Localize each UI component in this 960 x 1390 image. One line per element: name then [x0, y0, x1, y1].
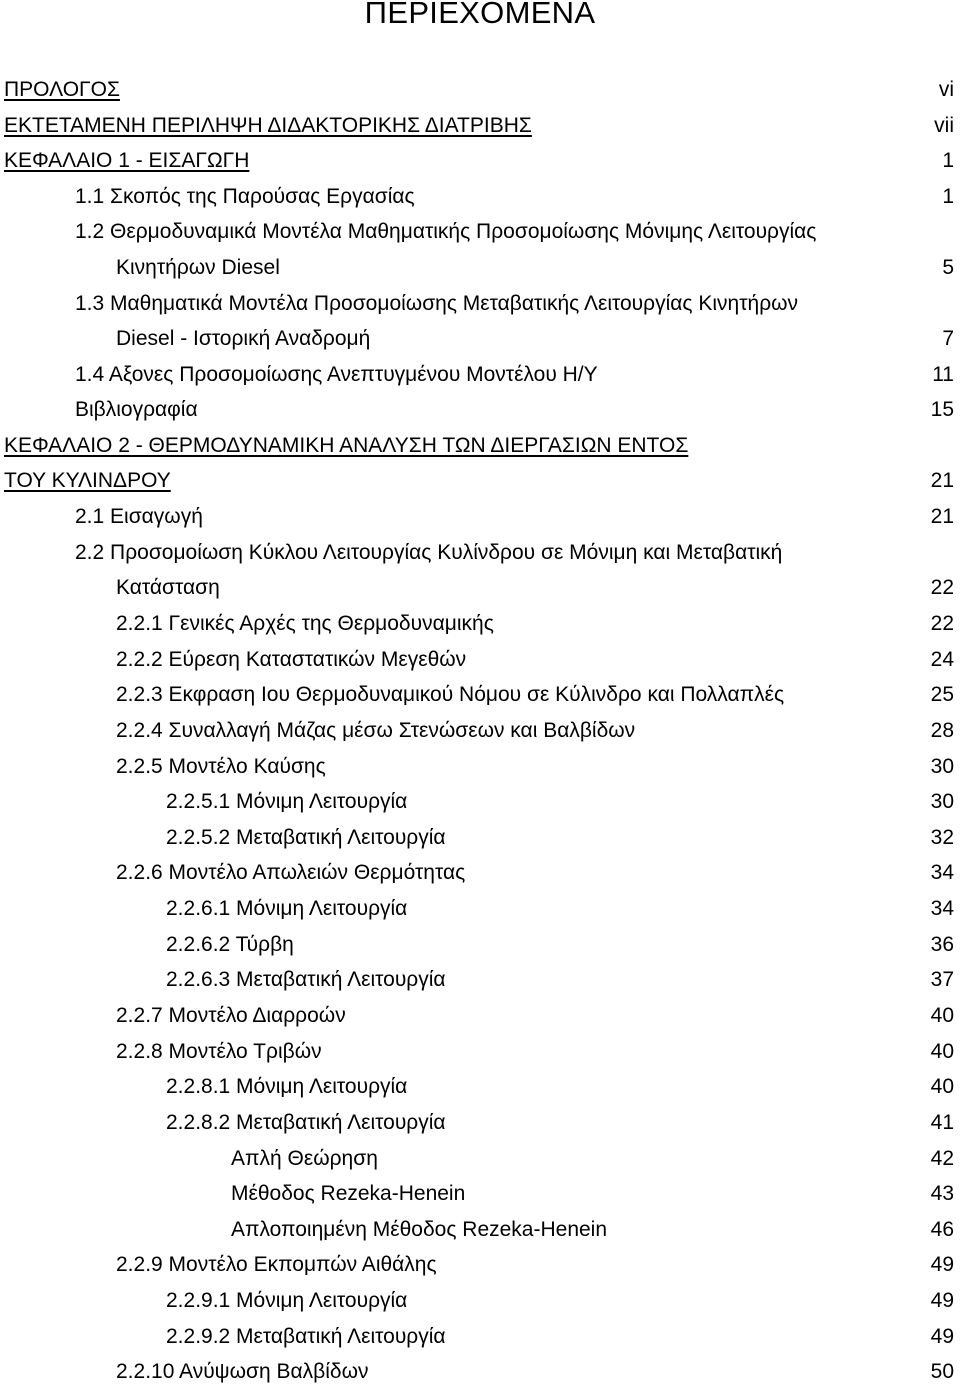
- toc-entry[interactable]: [0, 1143, 958, 1175]
- toc-entry-label[interactable]: 2.2.1 Γενικές Αρχές της Θερμοδυναμικής: [116, 612, 494, 635]
- toc-entry-label[interactable]: 2.2.3 Εκφραση Ιου Θερμοδυναμικού Νόμου σε Κύλινδρο και Πολλαπλές: [116, 683, 785, 706]
- toc-entry-label[interactable]: 2.2.5.2 Μεταβατική Λειτουργία: [166, 826, 446, 849]
- toc-entry-label[interactable]: 1.1 Σκοπός της Παρούσας Εργασίας: [75, 185, 415, 208]
- toc-entry-page: 32: [930, 826, 954, 849]
- toc-entry-label[interactable]: 1.2 Θερμοδυναμικά Μοντέλα Μαθηματικής Προσομοίωσης Μόνιμης Λειτουργίας: [75, 220, 817, 243]
- toc-entry-label[interactable]: 2.2.9 Μοντέλο Εκπομπών Αιθάλης: [116, 1253, 437, 1276]
- toc-entry-chapter-2[interactable]: [0, 430, 958, 462]
- toc-entry-label[interactable]: ΚΕΦΑΛΑΙΟ 2 - ΘΕΡΜΟΔΥΝΑΜΙΚΗ ΑΝΑΛΥΣΗ ΤΩΝ ΔΙΕΡΓΑΣΙΩΝ ΕΝΤΟΣ: [4, 434, 689, 457]
- toc-entry-page: 28: [930, 719, 954, 742]
- toc-entry-page: 40: [930, 1075, 954, 1098]
- toc-entry-label[interactable]: Βιβλιογραφία: [75, 398, 198, 421]
- toc-entry[interactable]: [0, 1321, 958, 1353]
- toc-entry-page: 49: [930, 1325, 954, 1348]
- toc-entry-page: 50: [930, 1360, 954, 1383]
- toc-entry[interactable]: [0, 644, 958, 676]
- toc-entry-label[interactable]: 2.2.6.1 Μόνιμη Λειτουργία: [166, 897, 408, 920]
- toc-entry-page: 43: [930, 1182, 954, 1205]
- toc-entry[interactable]: [0, 1036, 958, 1068]
- toc-entry-label[interactable]: Κινητήρων Diesel: [116, 256, 280, 279]
- toc-entry-page: 25: [930, 683, 954, 706]
- toc-entry-continuation[interactable]: [0, 572, 958, 604]
- toc-entry-label[interactable]: 2.2.2 Εύρεση Καταστατικών Μεγεθών: [116, 648, 467, 671]
- toc-entry[interactable]: [0, 216, 958, 248]
- toc-entry-label[interactable]: Κατάσταση: [116, 576, 220, 599]
- toc-entry-label[interactable]: 2.2.10 Ανύψωση Βαλβίδων: [116, 1360, 369, 1383]
- toc-entry-label[interactable]: 2.2 Προσομοίωση Κύκλου Λειτουργίας Κυλίνδρου σε Μόνιμη και Μεταβατική: [75, 541, 783, 564]
- toc-entry-page: 21: [930, 505, 954, 528]
- toc-entry[interactable]: [0, 1214, 958, 1246]
- toc-entry-prologue[interactable]: [0, 74, 958, 106]
- toc-entry-page: vii: [934, 114, 954, 137]
- toc-entry-label[interactable]: ΤΟΥ ΚΥΛΙΝΔΡΟΥ: [4, 469, 171, 492]
- toc-entry-page: 5: [942, 256, 954, 279]
- toc-entry[interactable]: [0, 394, 958, 426]
- toc-entry[interactable]: [0, 751, 958, 783]
- toc-entry[interactable]: [0, 181, 958, 213]
- toc-entry-page: 11: [932, 363, 954, 386]
- toc-entry-label[interactable]: Diesel - Ιστορική Αναδρομή: [116, 327, 371, 350]
- toc-entry-page: 30: [930, 790, 954, 813]
- toc-entry-page: 49: [930, 1253, 954, 1276]
- toc-entry-chapter-1[interactable]: [0, 145, 958, 177]
- toc-entry-page: 42: [930, 1147, 954, 1170]
- toc-entry[interactable]: [0, 359, 958, 391]
- toc-entry[interactable]: [0, 537, 958, 569]
- toc-entry-label[interactable]: ΠΡΟΛΟΓΟΣ: [4, 78, 120, 101]
- toc-entry[interactable]: [0, 822, 958, 854]
- toc-entry[interactable]: [0, 929, 958, 961]
- toc-entry-page: 36: [930, 933, 954, 956]
- page-title: ΠΕΡΙΕΧΟΜΕΝΑ: [364, 0, 596, 30]
- toc-entry-label[interactable]: 1.3 Μαθηματικά Μοντέλα Προσομοίωσης Μεταβατικής Λειτουργίας Κινητήρων: [75, 292, 799, 315]
- toc-entry-continuation[interactable]: [0, 323, 958, 355]
- toc-entry[interactable]: [0, 1000, 958, 1032]
- toc-entry-page: 7: [942, 327, 954, 350]
- toc-entry[interactable]: [0, 964, 958, 996]
- toc-entry[interactable]: [0, 786, 958, 818]
- toc-entry-chapter-2-continuation[interactable]: [0, 465, 958, 497]
- toc-entry[interactable]: [0, 1178, 958, 1210]
- toc-entry-label[interactable]: 1.4 Αξονες Προσομοίωσης Ανεπτυγμένου Μοντέλου Η/Υ: [75, 363, 598, 386]
- toc-entry[interactable]: [0, 1071, 958, 1103]
- toc-entry-label[interactable]: 2.2.6.3 Μεταβατική Λειτουργία: [166, 968, 446, 991]
- toc-entry-label[interactable]: 2.2.5 Μοντέλο Καύσης: [116, 755, 326, 778]
- toc-entry-page: 15: [930, 398, 954, 421]
- toc-entry[interactable]: [0, 1356, 958, 1388]
- toc-entry-label[interactable]: 2.1 Εισαγωγή: [75, 505, 203, 528]
- toc-entry-page: 46: [930, 1218, 954, 1241]
- toc-entry-page: 49: [930, 1289, 954, 1312]
- toc-entry-label[interactable]: ΚΕΦΑΛΑΙΟ 1 - ΕΙΣΑΓΩΓΗ: [4, 149, 250, 172]
- toc-entry-page: 34: [930, 861, 954, 884]
- toc-entry[interactable]: [0, 1285, 958, 1317]
- toc-entry-label[interactable]: 2.2.7 Μοντέλο Διαρροών: [116, 1004, 346, 1027]
- toc-entry-page: vi: [938, 78, 954, 101]
- toc-entry-label[interactable]: Απλοποιημένη Μέθοδος Rezeka-Henein: [231, 1218, 608, 1241]
- toc-entry-page: 22: [930, 612, 954, 635]
- toc-entry[interactable]: [0, 893, 958, 925]
- toc-entry-label[interactable]: 2.2.9.2 Μεταβατική Λειτουργία: [166, 1325, 446, 1348]
- toc-entry[interactable]: [0, 288, 958, 320]
- toc-entry-label[interactable]: Μέθοδος Rezeka-Henein: [231, 1182, 466, 1205]
- toc-entry-page: 1: [942, 149, 954, 172]
- toc-entry-label[interactable]: 2.2.8.2 Μεταβατική Λειτουργία: [166, 1111, 446, 1134]
- toc-entry-page: 30: [930, 755, 954, 778]
- toc-entry[interactable]: [0, 715, 958, 747]
- toc-entry[interactable]: [0, 679, 958, 711]
- toc-entry-label[interactable]: 2.2.9.1 Μόνιμη Λειτουργία: [166, 1289, 408, 1312]
- toc-entry-label[interactable]: 2.2.8 Μοντέλο Τριβών: [116, 1040, 322, 1063]
- toc-entry[interactable]: [0, 857, 958, 889]
- toc-entry-page: 41: [930, 1111, 954, 1134]
- toc-entry[interactable]: [0, 501, 958, 533]
- toc-entry-extended-abstract[interactable]: [0, 110, 958, 142]
- toc-entry-label[interactable]: 2.2.4 Συναλλαγή Μάζας μέσω Στενώσεων και Βαλβίδων: [116, 719, 636, 742]
- toc-entry[interactable]: [0, 1249, 958, 1281]
- toc-entry[interactable]: [0, 608, 958, 640]
- toc-entry-page: 40: [930, 1004, 954, 1027]
- toc-entry-page: 24: [930, 648, 954, 671]
- toc-entry-page: 21: [930, 469, 954, 492]
- toc-entry-page: 22: [930, 576, 954, 599]
- toc-entry-label[interactable]: 2.2.6 Μοντέλο Απωλειών Θερμότητας: [116, 861, 466, 884]
- toc-entry-page: 1: [942, 185, 954, 208]
- toc-entry-label[interactable]: ΕΚΤΕΤΑΜΕΝΗ ΠΕΡΙΛΗΨΗ ΔΙΔΑΚΤΟΡΙΚΗΣ ΔΙΑΤΡΙΒΗΣ: [4, 114, 532, 137]
- toc-entry-continuation[interactable]: [0, 252, 958, 284]
- toc-entry-label[interactable]: Απλή Θεώρηση: [231, 1147, 378, 1170]
- toc-entry-page: 34: [930, 897, 954, 920]
- toc-entry[interactable]: [0, 1107, 958, 1139]
- toc-entry-page: 40: [930, 1040, 954, 1063]
- toc-entry-label[interactable]: 2.2.5.1 Μόνιμη Λειτουργία: [166, 790, 408, 813]
- toc-entry-label[interactable]: 2.2.6.2 Τύρβη: [166, 933, 294, 956]
- toc-entry-label[interactable]: 2.2.8.1 Μόνιμη Λειτουργία: [166, 1075, 408, 1098]
- toc-entry-page: 37: [930, 968, 954, 991]
